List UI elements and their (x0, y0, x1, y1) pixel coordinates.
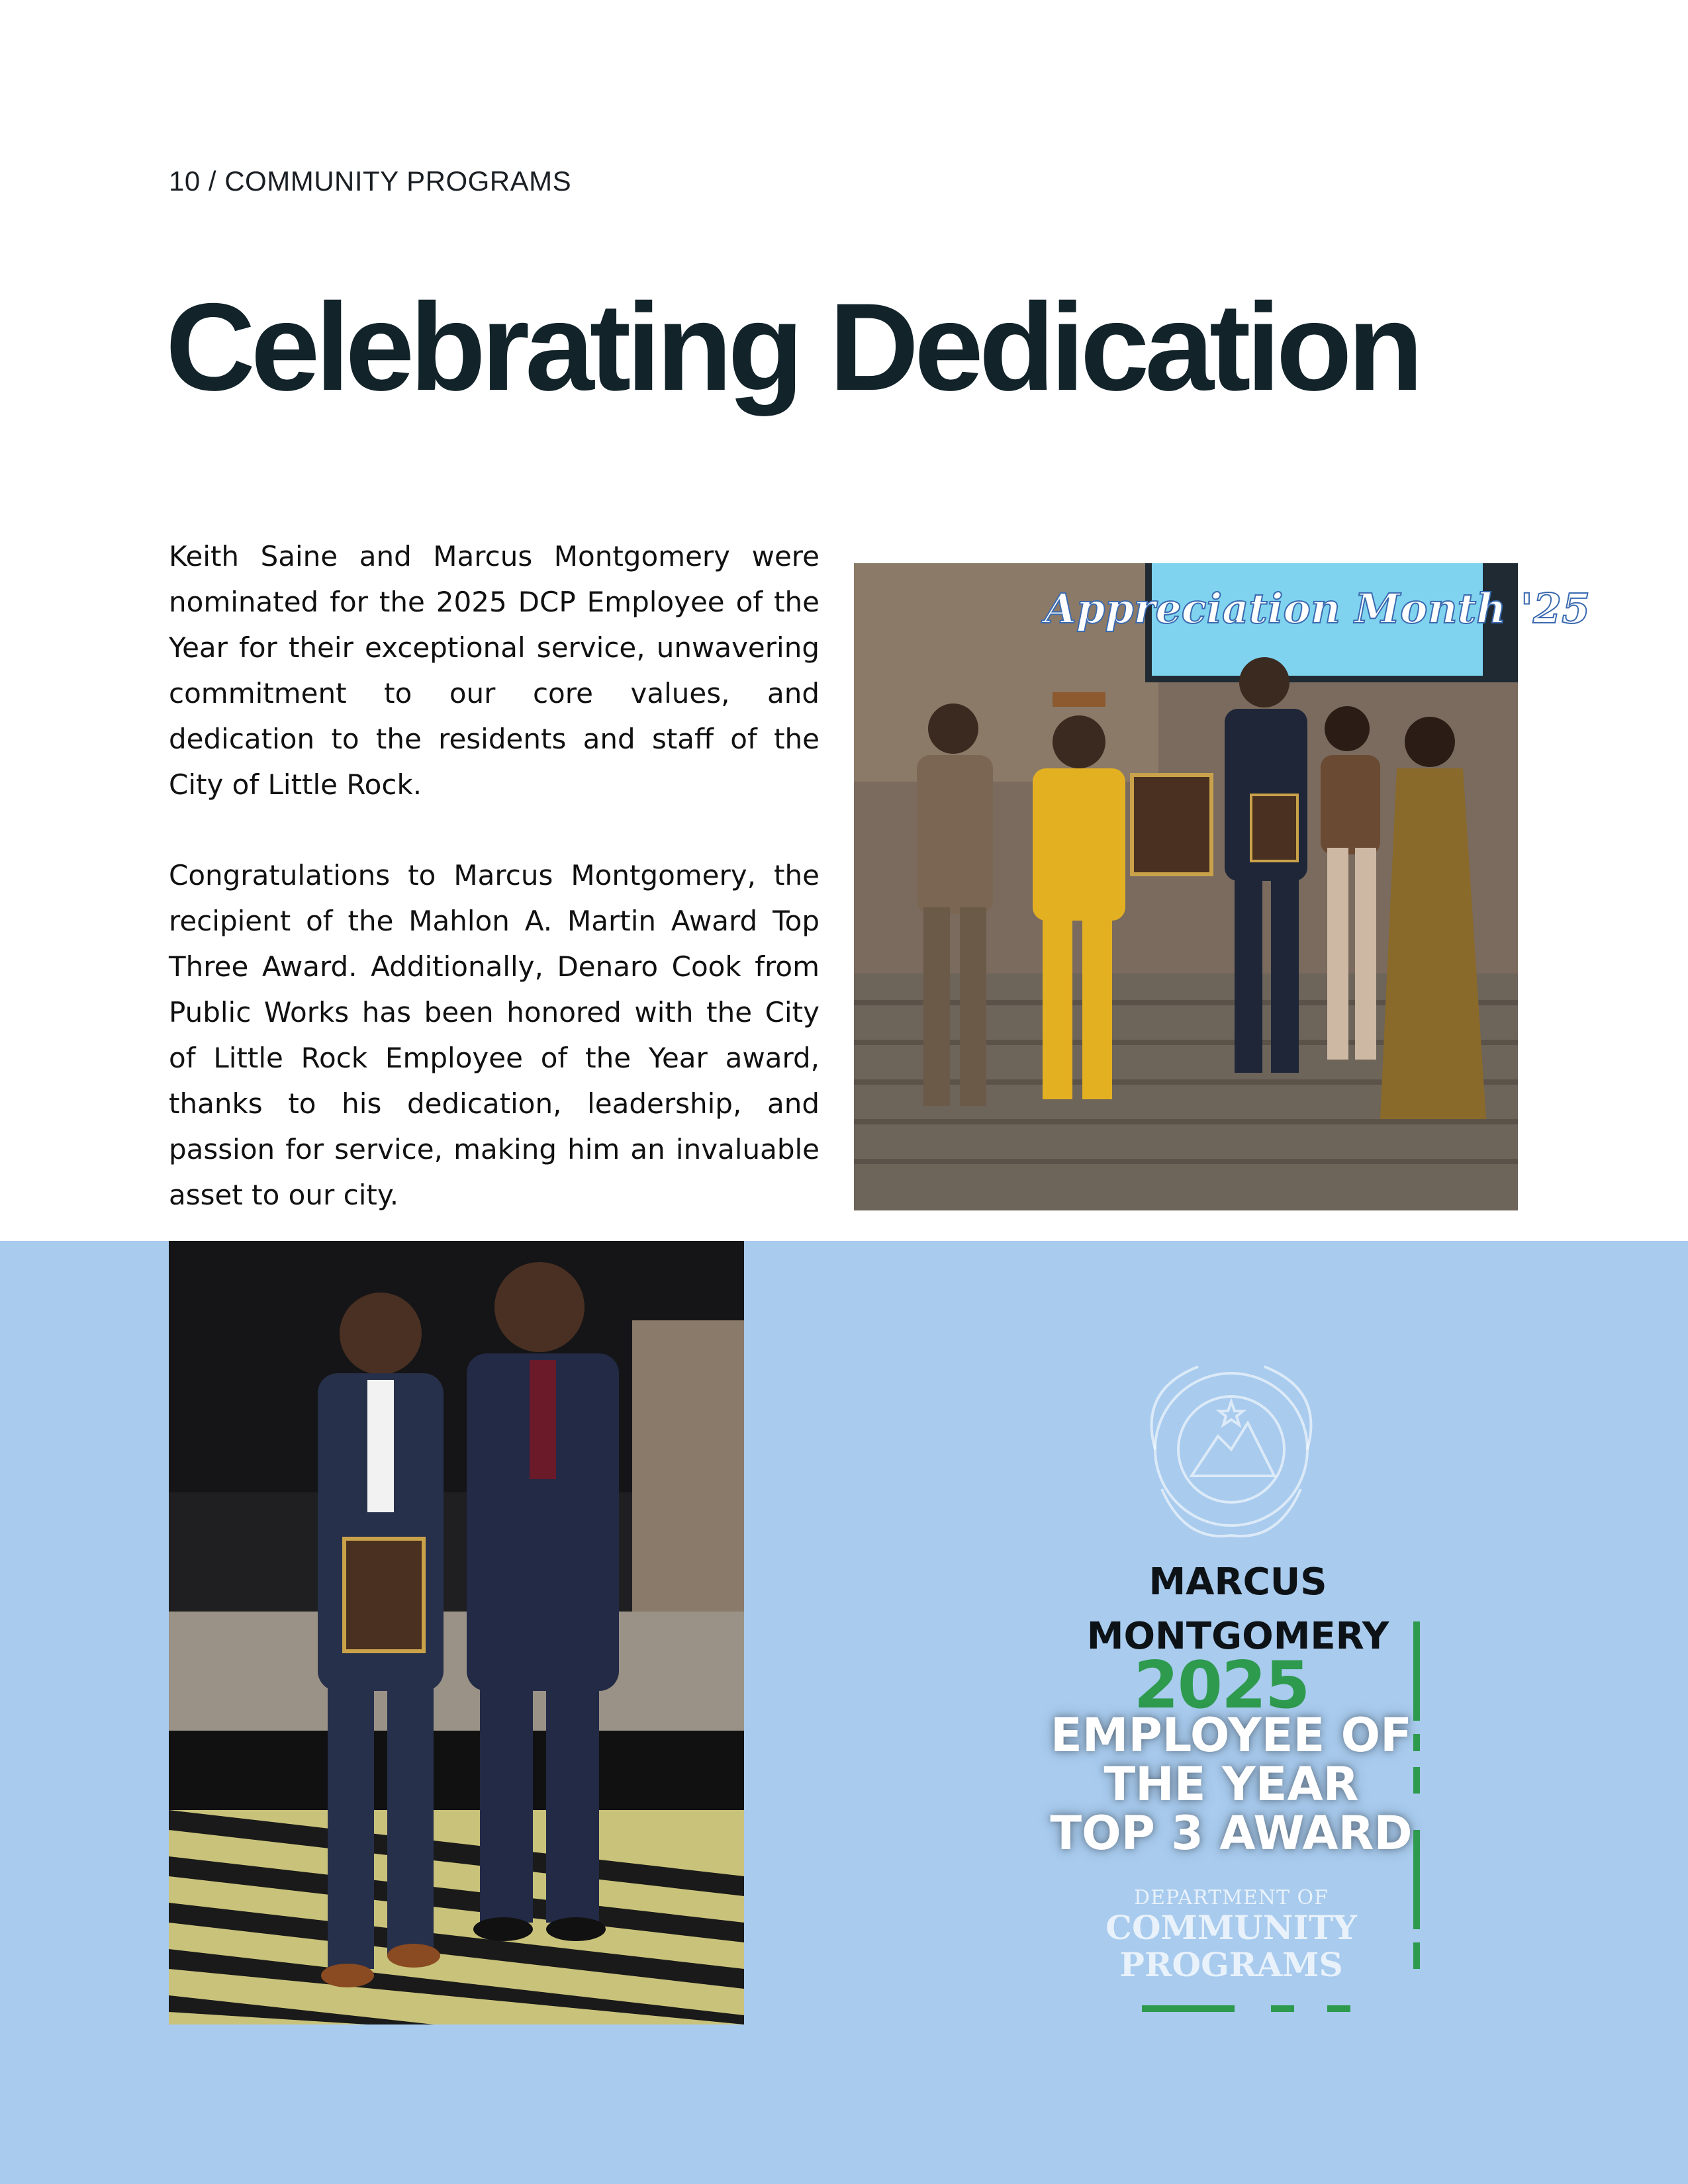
frame-dash-horizontal-1 (1142, 2005, 1235, 2012)
frame-dash-horizontal-2 (1271, 2005, 1294, 2012)
frame-dash-vertical-3 (1413, 1767, 1420, 1794)
page-title: Celebrating Dedication (165, 277, 1419, 416)
city-seal-icon (1125, 1350, 1337, 1555)
projected-banner-text: Appreciation Month '25 (1044, 584, 1591, 633)
frame-dash-vertical-4 (1413, 1830, 1420, 1929)
award-recipient-name: MARCUS MONTGOMERY (1086, 1561, 1389, 1658)
page-breadcrumb: 10 / COMMUNITY PROGRAMS (169, 165, 572, 197)
frame-dash-horizontal-3 (1327, 2005, 1350, 2012)
frame-dash-vertical-1 (1413, 1621, 1420, 1721)
frame-dash-vertical-2 (1413, 1734, 1420, 1751)
plaque-icon (1132, 775, 1211, 874)
two-men-award-photo (169, 1241, 744, 2025)
intro-paragraph: Keith Saine and Marcus Montgomery were nominated for the 2025 DCP Employee of the Year for their exceptional service, unwavering commitment to our core values, and dedication to the residents and staff of the City of Little Rock. (169, 540, 820, 801)
award-card (1046, 1337, 1443, 2052)
duo-photo-illustration (169, 1241, 744, 2025)
department-name-line2: PROGRAMS (1119, 1945, 1343, 1984)
congratulations-paragraph: Congratulations to Marcus Montgomery, the recipient of the Mahlon A. Martin Award Top Three Award. Additionally, Denaro Cook from Public Works has been honored with the City of Little Rock Employee of the Year award, thanks to his dedication, leadership, and passion for service, making him an invaluable asset to our city. (169, 859, 820, 1211)
plaque-icon-2 (1251, 795, 1297, 861)
group-photo-illustration (854, 563, 1591, 1210)
award-year: 2025 (1133, 1648, 1309, 1723)
plaque-icon (344, 1539, 424, 1651)
department-label: DEPARTMENT OF (1134, 1886, 1329, 1909)
group-award-photo (854, 563, 1591, 1210)
department-logo (1046, 1886, 1417, 1983)
department-name-line1: COMMUNITY (1105, 1908, 1357, 1947)
award-title: EMPLOYEE OF THE YEAR TOP 3 AWARD (1050, 1708, 1413, 1860)
frame-dash-vertical-5 (1413, 1942, 1420, 1969)
